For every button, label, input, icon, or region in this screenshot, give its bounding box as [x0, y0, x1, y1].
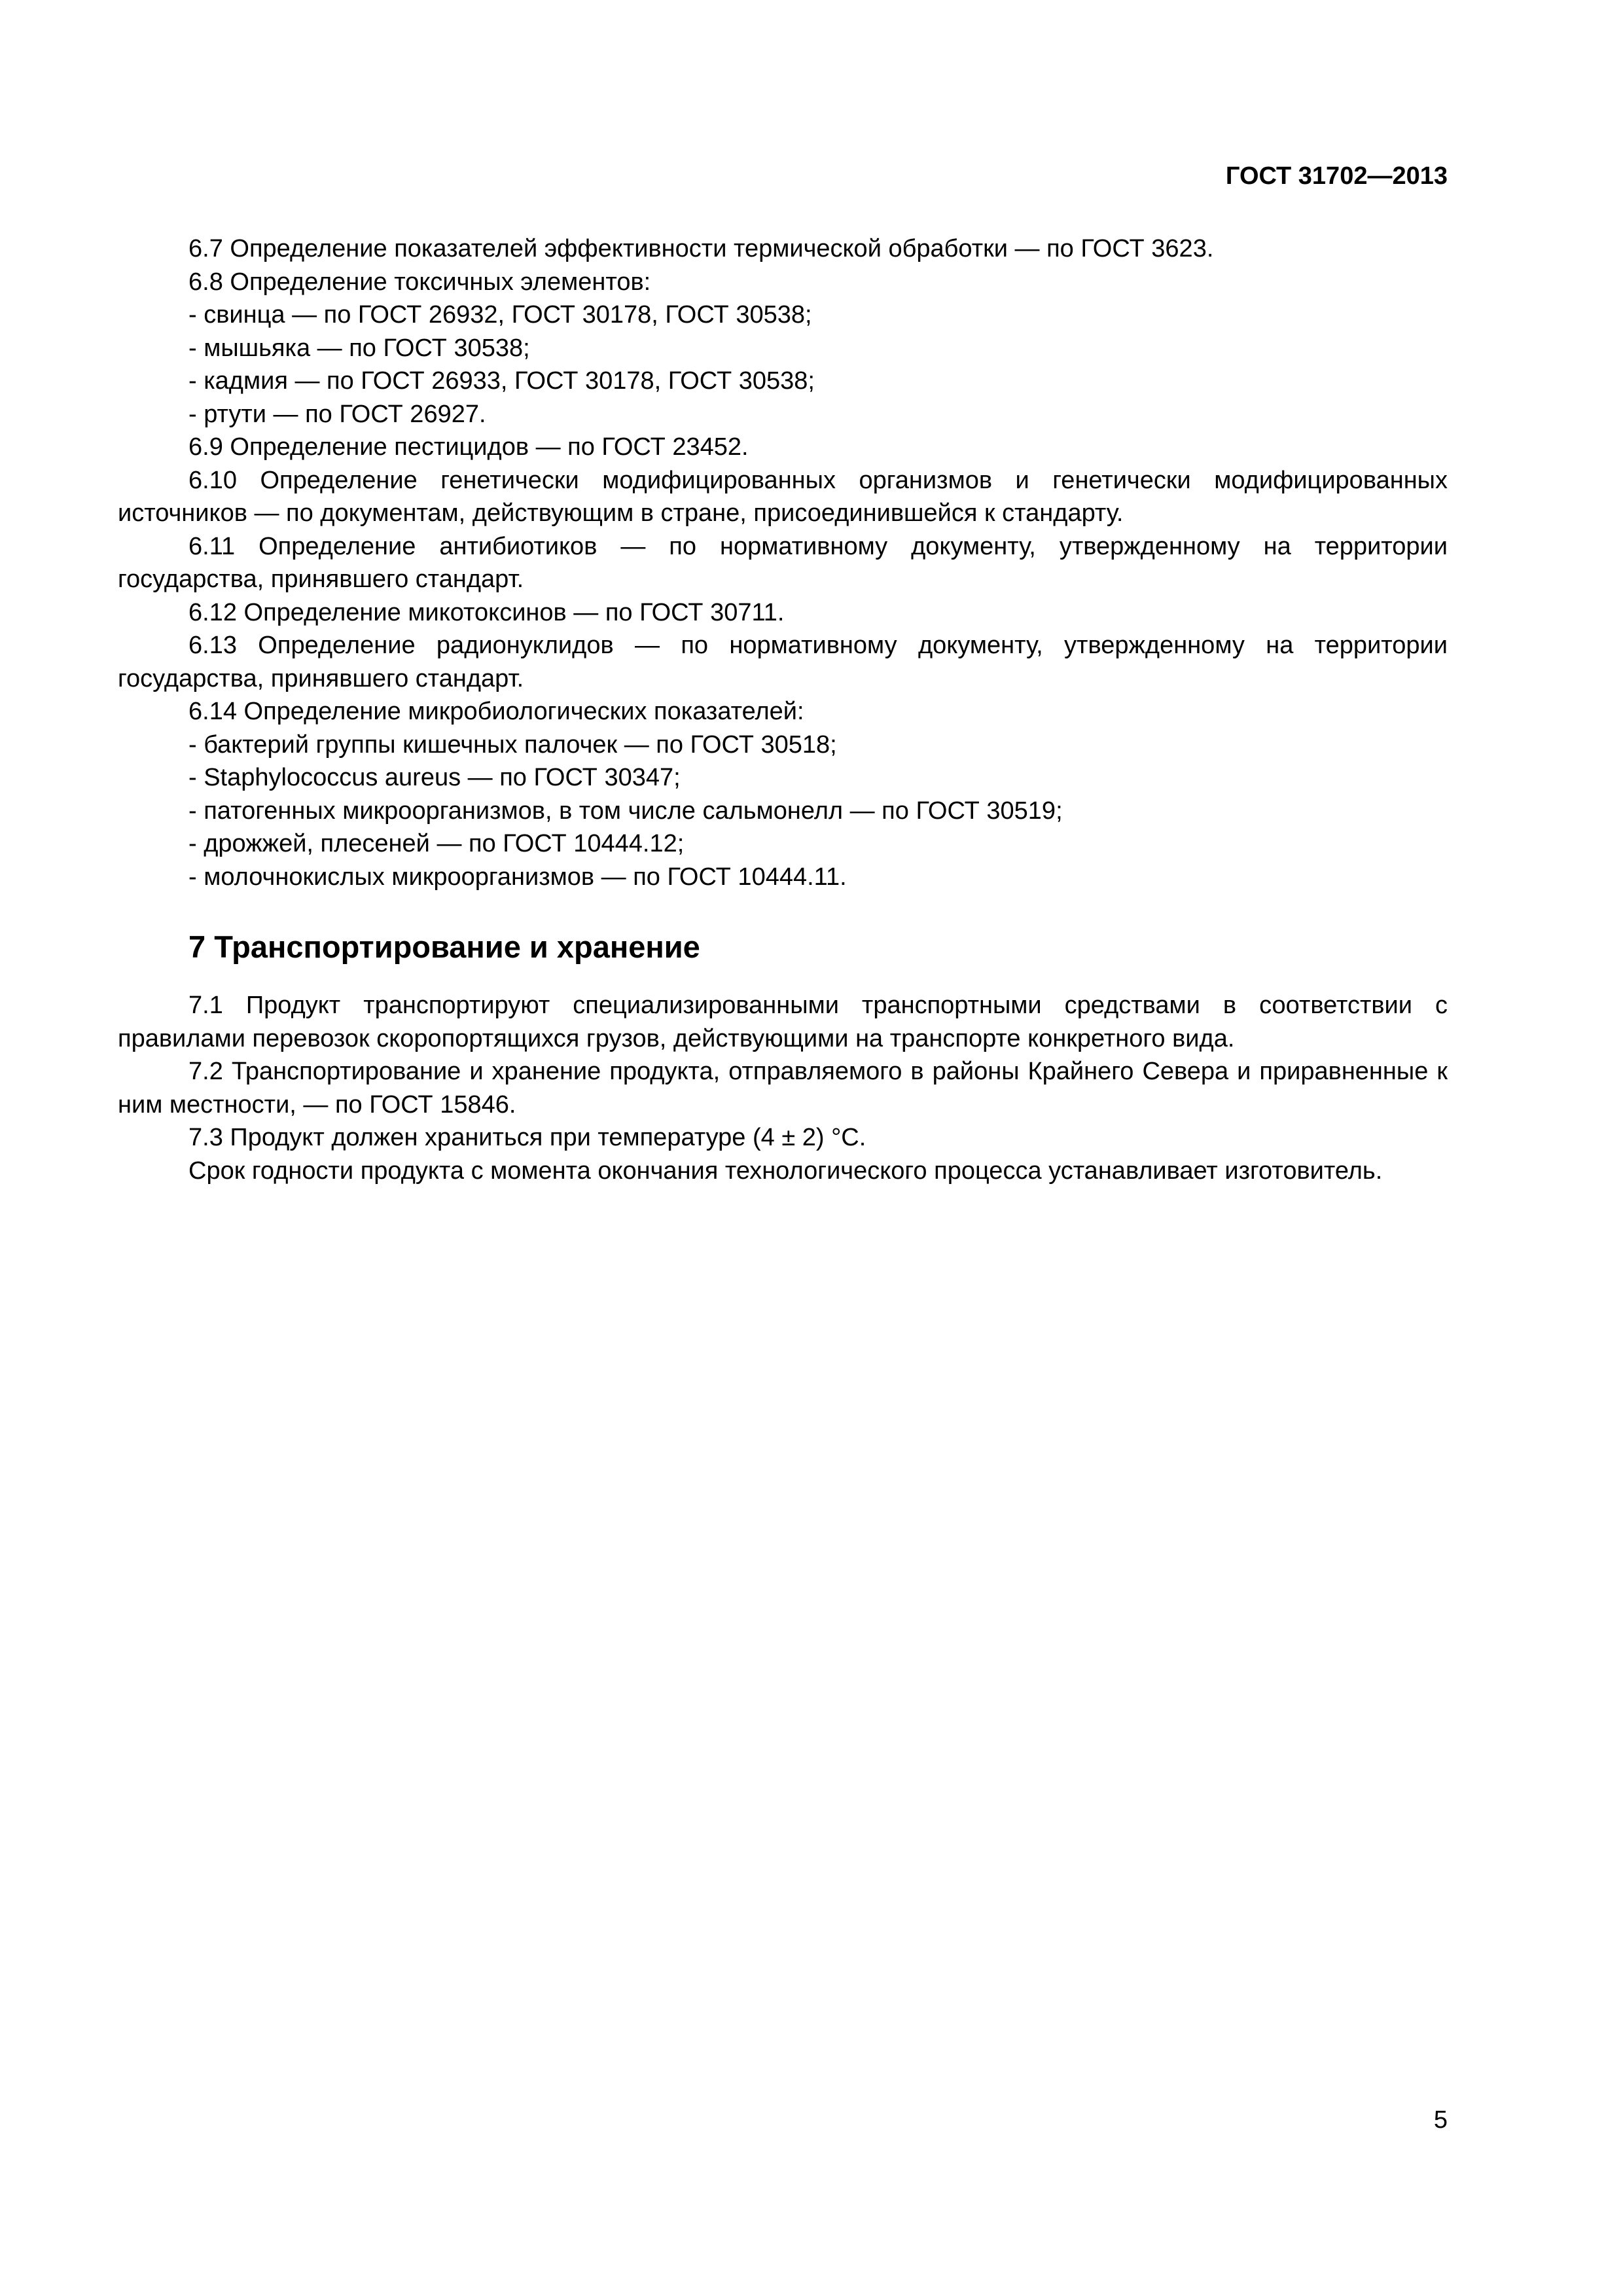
paragraph-shelf-life: Срок годности продукта с момента окончания технологического процесса устанавливает изготовитель.: [188, 1157, 1383, 1185]
paragraph-6-13: 6.13 Определение радионуклидов — по нормативному документу, утвержденному на территории государства, принявшего стандарт.: [118, 632, 1448, 692]
document-designation: ГОСТ 31702—2013: [1225, 162, 1448, 190]
paragraph-7-3: 7.3 Продукт должен храниться при температуре (4 ± 2) °С.: [188, 1124, 866, 1151]
paragraph-6-7: 6.7 Определение показателей эффективности термической обработки — по ГОСТ 3623.: [188, 235, 1214, 262]
list-item-staphylococcus: - Staphylococcus aureus — по ГОСТ 30347;: [188, 764, 681, 791]
paragraph-6-11: 6.11 Определение антибиотиков — по нормативному документу, утвержденному на территории государства, принявшего стандарт.: [118, 532, 1448, 593]
paragraph-6-9: 6.9 Определение пестицидов — по ГОСТ 23452.: [188, 433, 749, 461]
paragraph-7-2: 7.2 Транспортирование и хранение продукта, отправляемого в районы Крайнего Севера и приравненные к ним местности, — по ГОСТ 15846.: [118, 1058, 1448, 1119]
list-item-arsenic: - мышьяка — по ГОСТ 30538;: [188, 334, 530, 362]
list-item-yeast-mold: - дрожжей, плесеней — по ГОСТ 10444.12;: [188, 830, 685, 857]
section-heading-7: 7 Транспортирование и хранение: [188, 929, 700, 964]
list-item-cadmium: - кадмия — по ГОСТ 26933, ГОСТ 30178, ГОСТ 30538;: [188, 367, 815, 395]
list-item-lead: - свинца — по ГОСТ 26932, ГОСТ 30178, ГОСТ 30538;: [188, 301, 812, 329]
list-item-mercury: - ртути — по ГОСТ 26927.: [188, 400, 486, 428]
paragraph-6-10: 6.10 Определение генетически модифицированных организмов и генетически модифицированных источников — по документам, действующим в стране, присоединившейся к стандарту.: [118, 466, 1448, 527]
list-item-coliform: - бактерий группы кишечных палочек — по ГОСТ 30518;: [188, 730, 837, 759]
paragraph-7-1: 7.1 Продукт транспортируют специализированными транспортными средствами в соответствии с правилами перевозок скоропортящихся грузов, действующими на транспорте конкретного вида.: [118, 992, 1448, 1052]
paragraph-6-12: 6.12 Определение микотоксинов — по ГОСТ 30711.: [188, 598, 785, 626]
page-number: 5: [1433, 2106, 1448, 2134]
paragraph-6-8: 6.8 Определение токсичных элементов:: [188, 268, 651, 296]
document-body: [118, 232, 1448, 1187]
list-item-pathogens: - патогенных микроорганизмов, в том числе сальмонелл — по ГОСТ 30519;: [188, 797, 1063, 825]
paragraph-6-14: 6.14 Определение микробиологических показателей:: [188, 698, 804, 725]
list-item-lactic: - молочнокислых микроорганизмов — по ГОСТ 10444.11.: [188, 863, 847, 891]
